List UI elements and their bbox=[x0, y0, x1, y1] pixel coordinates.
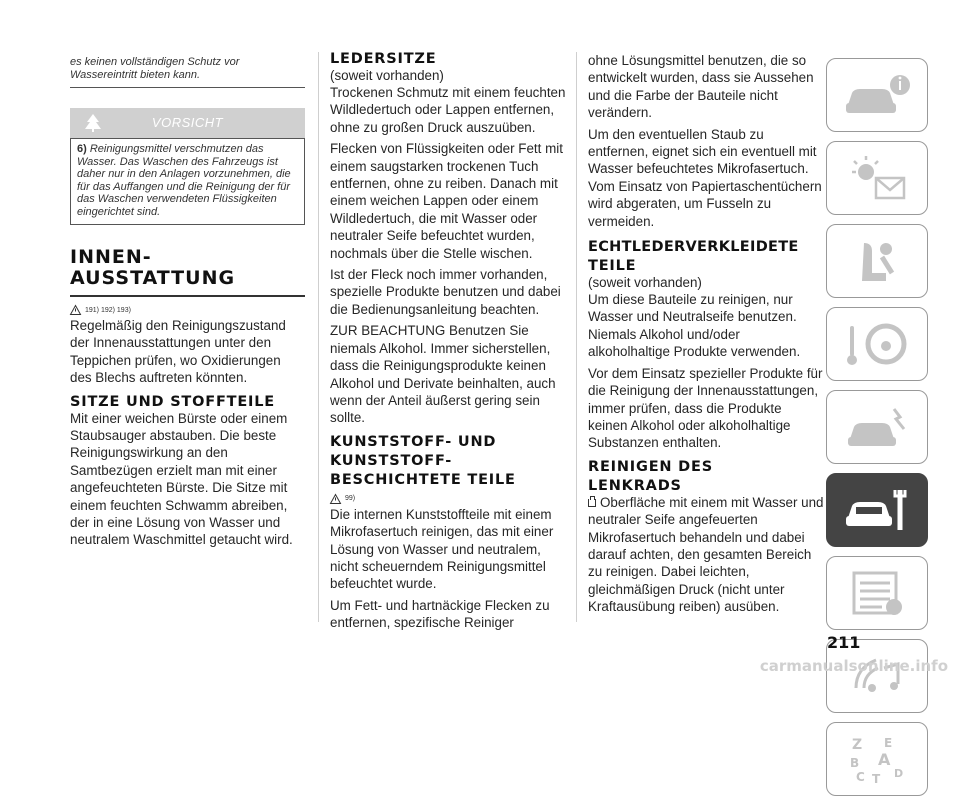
warning-number: 6) bbox=[77, 143, 87, 155]
warning-lights-icon bbox=[842, 150, 912, 206]
column-divider bbox=[576, 52, 577, 622]
para-leder-1: Trockenen Schmutz mit einem feuchten Wildledertuch oder Lappen entfernen, ohne zu großen Druck auszuüben. bbox=[330, 85, 566, 135]
steering-wheel-icon bbox=[842, 316, 912, 372]
tab-maintenance[interactable] bbox=[826, 473, 928, 547]
heading-kunst-3: BESCHICHTETE TEILE bbox=[330, 471, 516, 488]
chapter-sidebar bbox=[826, 58, 928, 805]
tab-driving[interactable] bbox=[826, 307, 928, 381]
tab-emergency[interactable] bbox=[826, 390, 928, 464]
para-kunst-2: Um Fett- und hartnäckige Flecken zu entfernen, spezifische Reiniger bbox=[330, 597, 550, 631]
heading-sitze: SITZE UND STOFFTEILE bbox=[70, 393, 275, 410]
heading-kunst-2: KUNSTSTOFF- bbox=[330, 452, 453, 469]
para-lenk bbox=[588, 494, 824, 616]
right-column bbox=[588, 52, 824, 620]
heading-lenk-1: REINIGEN DES bbox=[588, 458, 713, 475]
bucket-icon bbox=[588, 499, 596, 507]
intro-box-text: es keinen vollständigen Schutz vor Wassereintritt bieten kann. bbox=[70, 56, 240, 81]
refs-innen bbox=[70, 305, 305, 315]
heading-rule bbox=[70, 295, 305, 297]
car-info-icon bbox=[842, 67, 912, 123]
watermark: carmanualsonline.info bbox=[759, 657, 948, 675]
warning-header bbox=[70, 108, 305, 138]
index-letter: B bbox=[850, 756, 860, 770]
car-crash-icon bbox=[842, 399, 912, 455]
specs-list-icon bbox=[842, 565, 912, 621]
index-letter: C bbox=[856, 770, 865, 784]
warning-title: VORSICHT bbox=[151, 115, 224, 130]
warning-triangle-icon bbox=[70, 305, 81, 315]
tab-car-info[interactable] bbox=[826, 58, 928, 132]
para-cont-1: ohne Lösungsmittel benutzen, die so entwickelt wurden, dass sie Aussehen und die Farbe der Bauteile nicht verändern. bbox=[588, 53, 814, 121]
index-letter: A bbox=[878, 750, 891, 769]
left-column bbox=[70, 52, 305, 553]
warning-box bbox=[70, 138, 305, 225]
warning-triangle-icon bbox=[330, 494, 341, 504]
para-echt-1: Um diese Bauteile zu reinigen, nur Wasser und Neutralseife benutzen. Niemals Alkohol und/oder alkoholhaltige Produkte verwenden. bbox=[588, 292, 801, 360]
para-echt-2: Vor dem Einsatz spezieller Produkte für die Reinigung der Innenausstattungen, immer prüfen, dass die Produkte keinen Alkohol oder alkoholhaltige Substanzen enthalten. bbox=[588, 365, 823, 451]
tab-specs[interactable] bbox=[826, 556, 928, 630]
index-letter: E bbox=[884, 736, 893, 750]
index-letter: D bbox=[894, 767, 904, 780]
tab-safety[interactable] bbox=[826, 224, 928, 298]
index-letter: Z bbox=[852, 737, 863, 753]
page-number: 211 bbox=[827, 633, 861, 652]
column-divider bbox=[318, 52, 319, 622]
middle-column bbox=[330, 52, 566, 636]
index-letter: T bbox=[872, 772, 881, 786]
index-letters-icon bbox=[842, 731, 912, 787]
heading-innen-2: AUSSTATTUNG bbox=[70, 267, 236, 289]
para-innen: Regelmäßig den Reinigungszustand der Innenausstattungen unter den Teppichen prüfen, wo Oxidierungen des Blechs auftreten könnten. bbox=[70, 318, 286, 386]
para-lenk-text: Oberfläche mit einem mit Wasser und neutraler Seife angefeuerten Mikrofasertuch behandeln und dabei darauf achten, den gesamten Bereich zu reinigen. Dabei leichten, gleichmäßigen Druck (nicht unter Kraftausübung reiben) ausüben. bbox=[588, 494, 824, 615]
intro-box bbox=[70, 52, 305, 88]
subtitle-echt: (soweit vorhanden) bbox=[588, 275, 702, 291]
subtitle-leder: (soweit vorhanden) bbox=[330, 68, 444, 83]
para-leder-4: ZUR BEACHTUNG Benutzen Sie niemals Alkohol. Immer sicherstellen, dass die Reinigungsprodukte keinen Alkohol und Derivate beinhalten, auch wenn der Anteil äußerst gering sein sollte. bbox=[330, 323, 556, 426]
tab-index[interactable] bbox=[826, 722, 928, 796]
heading-innen-1: INNEN- bbox=[70, 246, 152, 268]
tab-warning-lights[interactable] bbox=[826, 141, 928, 215]
refs-innen-text: 191) 192) 193) bbox=[85, 306, 131, 314]
warning-text: Reinigungsmittel verschmutzen das Wasser. Das Waschen des Fahrzeugs ist daher nur in den Anlagen vorzunehmen, die für das Auffangen und die Reinigung der für das Waschen verwendeten Flüssigkeiten eingerichtet sind. bbox=[77, 143, 291, 218]
para-leder-2: Flecken von Flüssigkeiten oder Fett mit einem saugstarken trockenen Tuch entfernen, ohne zu reiben. Danach mit einem weichen Lappen oder einem Wildledertuch, die mit Wasser oder neutraler Seife befeuchtet wurden, nochmals über die Stelle wischen. bbox=[330, 141, 563, 261]
heading-lenk-2: LENKRADS bbox=[588, 477, 682, 494]
heading-kunst-1: KUNSTSTOFF- UND bbox=[330, 433, 497, 450]
refs-kunst-text: 99) bbox=[345, 495, 356, 503]
car-service-icon bbox=[842, 482, 912, 538]
heading-echt-2: TEILE bbox=[588, 258, 637, 275]
heading-leder: LEDERSITZE bbox=[330, 51, 437, 67]
heading-echt-1: ECHTLEDERVERKLEIDETE bbox=[588, 239, 799, 256]
para-leder-3: Ist der Fleck noch immer vorhanden, spezielle Produkte benutzen und dabei die Bedienungsanleitung beachten. bbox=[330, 267, 561, 317]
para-cont-2: Um den eventuellen Staub zu entfernen, eignet sich ein eventuell mit Wasser befeuchtetes Mikrofasertuch. Vom Einsatz von Papiertaschentüchern wird abgeraten, um Fusseln zu vermeiden. bbox=[588, 126, 822, 229]
para-sitze: Mit einer weichen Bürste oder einem Staubsauger abstauben. Die beste Reinigungswirkung an den Samtbezügen erzielt man mit einer angefeuchteten Bürste. Die Sitze mit einem feuchten Schwamm abreiben, der in eine Lösung von Wasser und neutralem Waschmittel getaucht wird. bbox=[70, 410, 293, 548]
para-kunst-1: Die internen Kunststoffteile mit einem Mikrofasertuch reinigen, das mit einer Lösung von Wasser und neutralem, nicht scheuerndem Reinigungsmittel befeuchtet wurde. bbox=[330, 506, 554, 592]
airbag-seat-icon bbox=[842, 233, 912, 289]
refs-kunst bbox=[330, 494, 566, 504]
